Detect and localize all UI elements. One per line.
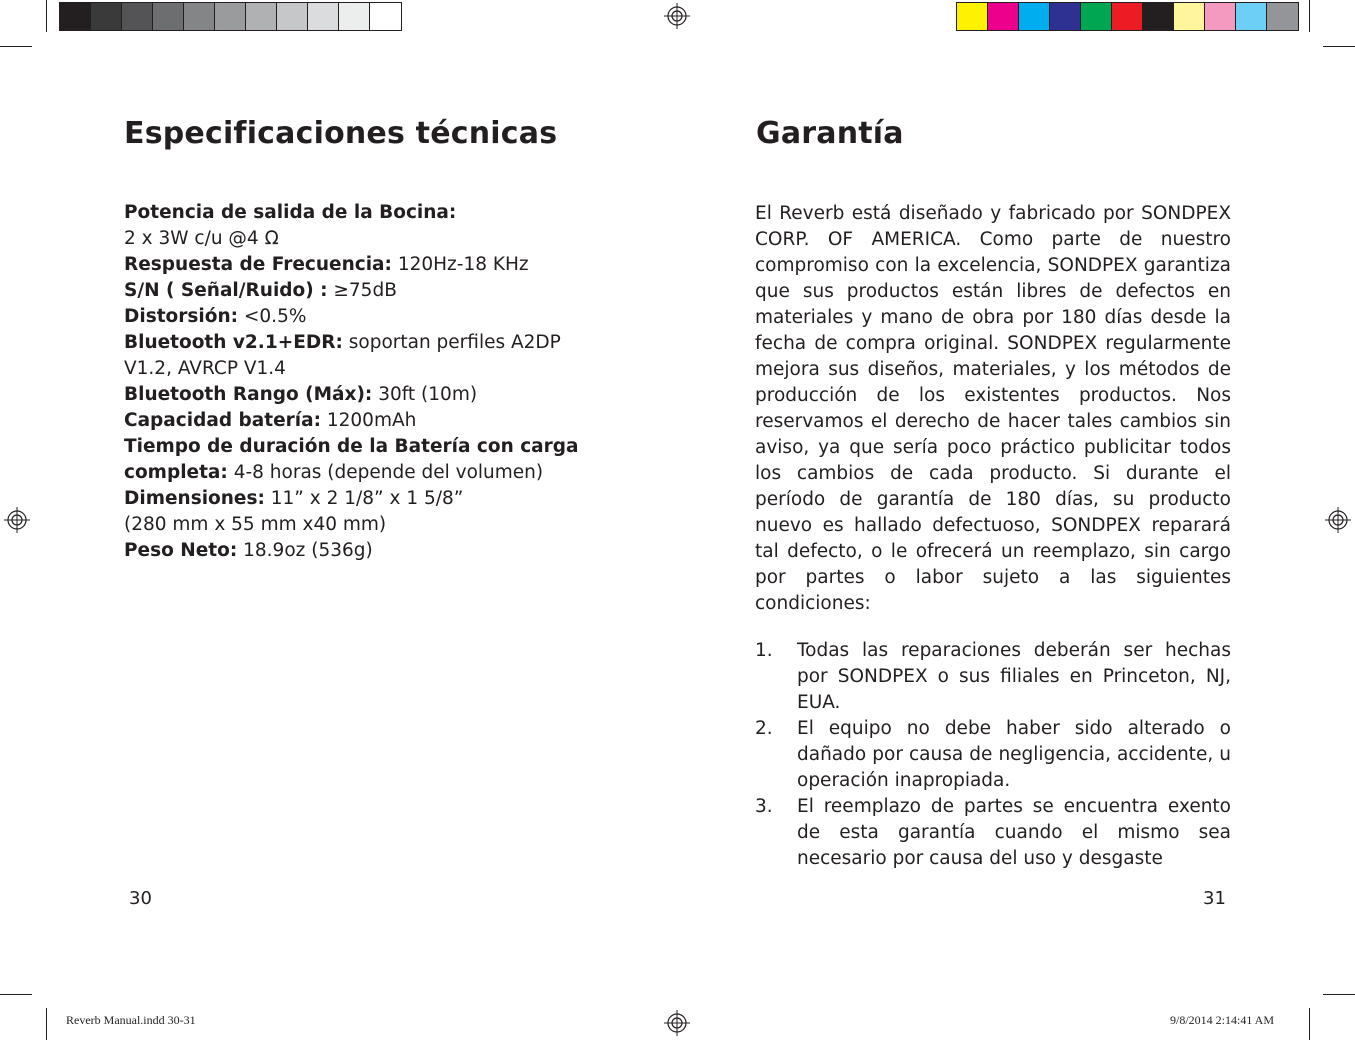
color-swatch xyxy=(277,3,308,30)
spec-line xyxy=(124,200,584,226)
color-swatch xyxy=(1019,3,1050,30)
crop-mark xyxy=(46,1008,47,1040)
warranty-paragraph xyxy=(755,201,1231,617)
condition-item xyxy=(755,794,1231,872)
spec-value: 30ft (10m) xyxy=(372,384,478,405)
color-swatch xyxy=(153,3,184,30)
color-swatch xyxy=(246,3,277,30)
spec-label: Respuesta de Frecuencia: xyxy=(124,254,392,275)
spec-label: Potencia de salida de la Bocina: xyxy=(124,202,457,223)
condition-text: El equipo no debe haber sido alterado o dañado por causa de negligencia, accidente, u operación inapropiada. xyxy=(797,718,1231,791)
spec-label: Tiempo de duración de la Batería con carga xyxy=(124,436,579,457)
color-swatch xyxy=(215,3,246,30)
condition-number: 3. xyxy=(755,796,773,817)
color-swatch xyxy=(1174,3,1205,30)
spec-value: 11” x 2 1/8” x 1 5/8” xyxy=(264,488,464,509)
warranty-title: Garantía xyxy=(756,116,904,151)
registration-mark-icon xyxy=(664,3,690,29)
spec-value: 120Hz-18 KHz xyxy=(391,254,529,275)
cmyk-color-bar xyxy=(956,2,1299,31)
warranty-text: El Reverb está diseñado y fabricado por SONDPEX CORP. OF AMERICA. Como parte de nuestro compromiso con la excelencia, SONDPEX garantiza que sus productos están libres de defectos en materiales y mano de obra por 180 días desde la fecha de compra original. SONDPEX regularmente mejora sus diseños, materiales, y los métodos de producción de los existentes productos. Nos reservamos el derecho de hacer tales cambios sin aviso, ya que sería poco práctico publicitar todos los cambios de cada producto. Si durante el período de garantía de 180 días, su producto nuevo es hallado defectuoso, SONDPEX reparará tal defecto, o le ofrecerá un reemplazo, sin cargo por partes o labor sujeto a las siguientes condiciones: xyxy=(755,203,1231,614)
page-number-left: 30 xyxy=(129,888,152,909)
spec-label: S/N ( Señal/Ruido) : xyxy=(124,280,328,301)
color-swatch xyxy=(1081,3,1112,30)
spec-value: 1200mAh xyxy=(320,410,417,431)
spec-line xyxy=(124,382,584,408)
spec-label: Dimensiones: xyxy=(124,488,265,509)
color-swatch xyxy=(957,3,988,30)
color-swatch xyxy=(339,3,370,30)
condition-item xyxy=(755,638,1231,716)
slug-filename: Reverb Manual.indd 30-31 xyxy=(66,1013,196,1027)
crop-mark xyxy=(0,994,32,995)
condition-text: El reemplazo de partes se encuentra exento de esta garantía cuando el mismo sea necesario por causa del uso y desgaste xyxy=(797,796,1231,869)
page-number-right: 31 xyxy=(1203,888,1226,909)
spec-line xyxy=(124,408,584,434)
color-swatch xyxy=(91,3,122,30)
spec-line xyxy=(124,330,584,356)
spec-label: completa: xyxy=(124,462,228,483)
spec-value: 18.9oz (536g) xyxy=(237,540,373,561)
registration-mark-icon xyxy=(1325,507,1351,533)
color-swatch xyxy=(370,3,401,30)
color-swatch xyxy=(122,3,153,30)
spec-value: (280 mm x 55 mm x40 mm) xyxy=(124,514,387,535)
crop-mark xyxy=(1323,46,1355,47)
spec-line xyxy=(124,538,584,564)
color-swatch xyxy=(1112,3,1143,30)
specs-list xyxy=(124,200,584,564)
spec-value: 2 x 3W c/u @4 Ω xyxy=(124,228,279,249)
spec-label: Bluetooth Rango (Máx): xyxy=(124,384,373,405)
spec-line xyxy=(124,226,584,252)
color-swatch xyxy=(1267,3,1298,30)
grayscale-color-bar xyxy=(59,2,402,31)
warranty-conditions xyxy=(755,638,1231,872)
spec-label: Capacidad batería: xyxy=(124,410,321,431)
condition-number: 1. xyxy=(755,640,773,661)
condition-item xyxy=(755,716,1231,794)
spec-line xyxy=(124,460,584,486)
crop-mark xyxy=(1323,994,1355,995)
spec-line xyxy=(124,512,584,538)
spec-line xyxy=(124,434,584,460)
specs-title: Especificaciones técnicas xyxy=(124,116,558,151)
spec-value: ≥75dB xyxy=(327,280,397,301)
spec-value: <0.5% xyxy=(238,306,307,327)
spec-value: V1.2, AVRCP V1.4 xyxy=(124,358,286,379)
color-swatch xyxy=(1143,3,1174,30)
spec-value: soportan perfiles A2DP xyxy=(342,332,561,353)
spec-line xyxy=(124,252,584,278)
color-swatch xyxy=(184,3,215,30)
condition-number: 2. xyxy=(755,718,773,739)
slug-timestamp: 9/8/2014 2:14:41 AM xyxy=(1170,1013,1275,1027)
spec-line xyxy=(124,356,584,382)
color-swatch xyxy=(60,3,91,30)
color-swatch xyxy=(1205,3,1236,30)
color-swatch xyxy=(308,3,339,30)
spec-label: Peso Neto: xyxy=(124,540,238,561)
crop-mark xyxy=(1309,0,1310,32)
spec-line xyxy=(124,304,584,330)
color-swatch xyxy=(1050,3,1081,30)
spec-value: 4-8 horas (depende del volumen) xyxy=(227,462,544,483)
spec-line xyxy=(124,486,584,512)
color-swatch xyxy=(988,3,1019,30)
crop-mark xyxy=(0,46,32,47)
crop-mark xyxy=(1309,1008,1310,1040)
registration-mark-icon xyxy=(664,1010,690,1036)
spec-line xyxy=(124,278,584,304)
spec-label: Distorsión: xyxy=(124,306,239,327)
color-swatch xyxy=(1236,3,1267,30)
registration-mark-icon xyxy=(4,507,30,533)
condition-text: Todas las reparaciones deberán ser hechas por SONDPEX o sus filiales en Princeton, NJ, EUA. xyxy=(797,640,1231,713)
spec-label: Bluetooth v2.1+EDR: xyxy=(124,332,343,353)
crop-mark xyxy=(46,0,47,32)
